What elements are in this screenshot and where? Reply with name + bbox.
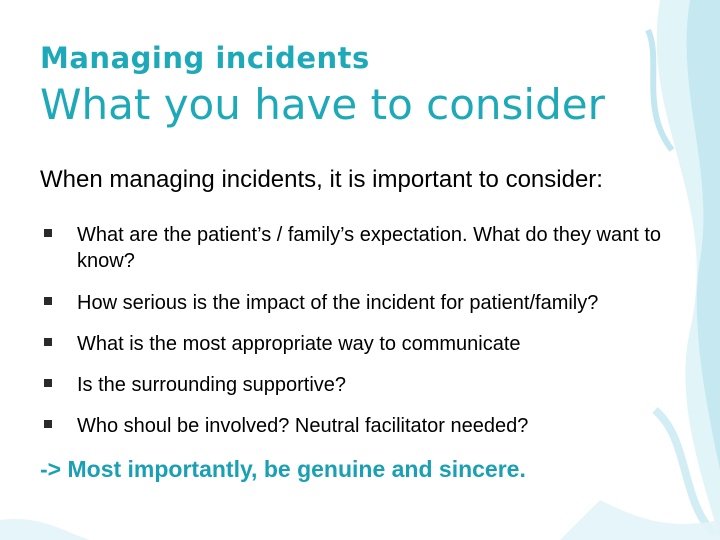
square-bullet-icon xyxy=(44,338,52,346)
bullet-item-impact xyxy=(40,290,712,316)
square-bullet-icon xyxy=(44,420,52,428)
square-bullet-icon xyxy=(44,229,52,237)
bullet-text: Who shoul be involved? Neutral facilitator needed? xyxy=(77,415,529,437)
bullet-item-expectation xyxy=(40,222,712,274)
square-bullet-icon xyxy=(44,297,52,305)
bullet-list xyxy=(40,222,712,439)
intro-text: When managing incidents, it is important to consider: xyxy=(40,166,603,193)
slide-title: What you have to consider xyxy=(40,80,605,129)
bullet-text: What are the patient’s / family’s expectation. What do they want to know? xyxy=(77,224,662,272)
slide-subtitle: Managing incidents xyxy=(40,41,370,75)
closing-statement: -> Most importantly, be genuine and sincere. xyxy=(40,456,526,482)
bullet-text: How serious is the impact of the incident for patient/family? xyxy=(77,292,599,314)
bullet-text: Is the surrounding supportive? xyxy=(77,374,347,396)
bullet-item-involvement xyxy=(40,413,712,439)
bullet-text: What is the most appropriate way to communicate xyxy=(77,333,521,355)
square-bullet-icon xyxy=(44,379,52,387)
bullet-item-communication xyxy=(40,331,712,357)
bullet-item-surrounding xyxy=(40,372,712,398)
